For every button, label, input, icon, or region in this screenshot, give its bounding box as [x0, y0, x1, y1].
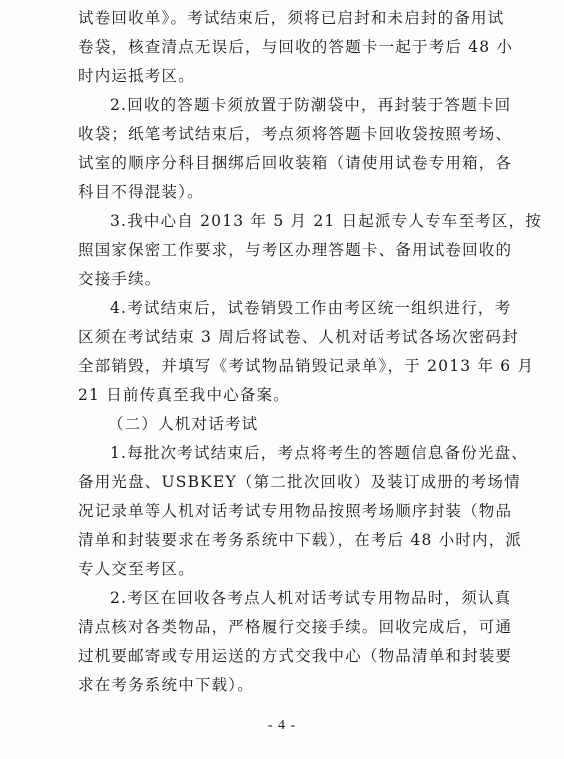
- text-line: 交接手续。: [78, 270, 162, 288]
- document-body: [78, 4, 542, 700]
- text-line: 卷袋，核查清点无误后，与回收的答题卡一起于考后 48 小: [78, 38, 514, 56]
- section-heading: （二）人机对话考试: [108, 415, 259, 433]
- text-line: 4.考试结束后，试卷销毁工作由考区统一组织进行，考: [110, 299, 512, 317]
- text-line: 备用光盘、USBKEY（第二批次回收）及装订成册的考场情: [78, 473, 521, 491]
- text-line: 专人交至考区。: [78, 560, 195, 578]
- page-number: - 4 -: [267, 718, 297, 733]
- text-line: 时内运抵考区。: [78, 67, 195, 85]
- text-line: 区须在考试结束 3 周后将试卷、人机对话考试各场次密码封: [78, 328, 519, 346]
- text-line: 21 日前传真至我中心备案。: [78, 386, 290, 404]
- text-line: 2.考区在回收各考点人机对话考试专用物品时，须认真: [110, 589, 512, 607]
- text-line: 1.每批次考试结束后，考点将考生的答题信息备份光盘、: [110, 444, 528, 462]
- text-line: 科目不得混装）。: [78, 183, 204, 201]
- text-line: 全部销毁，并填写《考试物品销毁记录单》，于 2013 年 6 月: [78, 357, 535, 375]
- text-line: 清点核对各类物品，严格履行交接手续。回收完成后，可通: [78, 618, 513, 636]
- text-line: 试卷回收单》。考试结束后，须将已启封和未启封的备用试: [78, 9, 505, 27]
- text-line: 照国家保密工作要求，与考区办理答题卡、备用试卷回收的: [78, 241, 513, 259]
- text-line: 清单和封装要求在考务系统中下载），在考后 48 小时内，派: [78, 531, 523, 549]
- text-line: 3.我中心自 2013 年 5 月 21 日起派专人专车至考区，按: [110, 212, 542, 230]
- text-line: 收袋；纸笔考试结束后，考点须将答题卡回收袋按照考场、: [78, 125, 513, 143]
- text-line: 试室的顺序分科目捆绑后回收装箱（请使用试卷专用箱，各: [78, 154, 513, 172]
- text-line: 求在考务系统中下载）。: [78, 676, 254, 694]
- text-line: 过机要邮寄或专用运送的方式交我中心（物品清单和封装要: [78, 647, 513, 665]
- text-line: 况记录单等人机对话考试专用物品按照考场顺序封装（物品: [78, 502, 513, 520]
- text-line: 2.回收的答题卡须放置于防潮袋中，再封装于答题卡回: [110, 96, 512, 114]
